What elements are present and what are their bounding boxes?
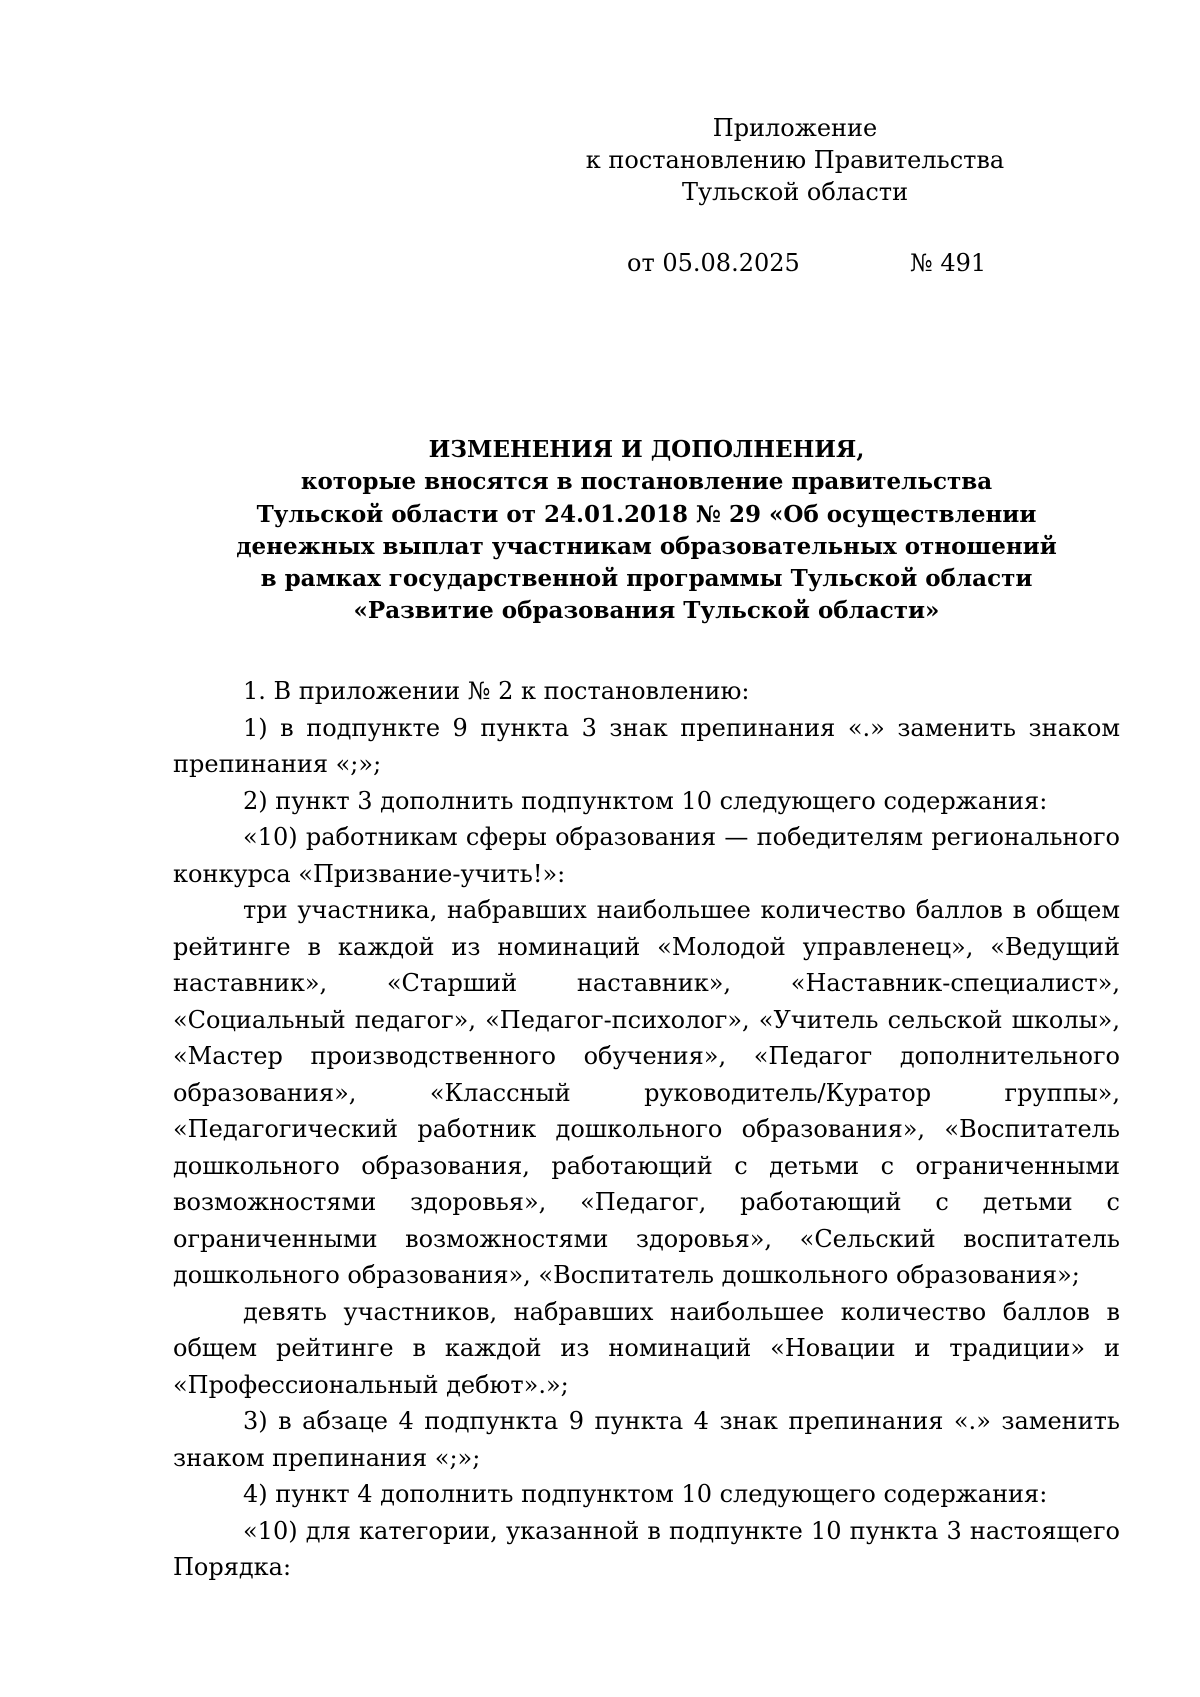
paragraph-4: «10) работникам сферы образования — победителям регионального конкурса «Призвание-учить!»: [173,823,1120,888]
title-line-1: ИЗМЕНЕНИЯ И ДОПОЛНЕНИЯ, [428,436,865,463]
title-line-3: Тульской области от 24.01.2018 № 29 «Об осуществлении [256,500,1037,528]
paragraph-5: три участника, набравших наибольшее количество баллов в общем рейтинге в каждой из номинаций «Молодой управленец», «Ведущий наставник», «Старший наставник», «Наставник-специалист», «Социальный педагог», «Педагог-психолог», «Учитель сельской школы», «Мастер производственного обучения», «Педагог дополнительного образования», «Классный руководитель/Куратор группы», «Педагогический работник дошкольного образования», «Воспитатель дошкольного образования, работающий с детьми с ограниченными возможностями здоровья», «Педагог, работающий с детьми с ограниченными возможностями здоровья», «Сельский воспитатель дошкольного образования», «Воспитатель дошкольного образования»; [173,896,1120,1289]
title-line-2: которые вносятся в постановление правительства [300,468,993,496]
approval-line-1: Приложение [712,114,878,142]
title-line-6: «Развитие образования Тульской области» [353,597,940,625]
document-number: № 491 [910,249,987,277]
title-line-5: в рамках государственной программы Тульской области [260,565,1033,593]
approval-block [560,112,1030,208]
paragraph-8: 4) пункт 4 дополнить подпунктом 10 следующего содержания: [243,1480,1048,1508]
title-line-4: денежных выплат участникам образовательных отношений [236,532,1057,560]
document-body [173,673,1120,1586]
approval-line-3: Тульской области [681,178,909,206]
approval-line-2: к постановлению Правительства [585,146,1005,174]
paragraph-3: 2) пункт 3 дополнить подпунктом 10 следующего содержания: [243,786,1048,815]
paragraph-6: девять участников, набравших наибольшее количество баллов в общем рейтинге в каждой из номинаций «Новации и традиции» и «Профессиональный дебют».»; [173,1297,1120,1399]
paragraph-9: «10) для категории, указанной в подпункте 10 пункта 3 настоящего Порядка: [173,1516,1120,1581]
document-date: от 05.08.2025 [627,249,800,277]
paragraph-7: 3) в абзаце 4 подпункта 9 пункта 4 знак препинания «.» заменить знаком препинания «;»; [173,1407,1120,1472]
paragraph-2: 1) в подпункте 9 пункта 3 знак препинания «.» заменить знаком препинания «;»; [173,713,1120,778]
document-title [173,434,1120,628]
paragraph-1: 1. В приложении № 2 к постановлению: [243,677,750,705]
